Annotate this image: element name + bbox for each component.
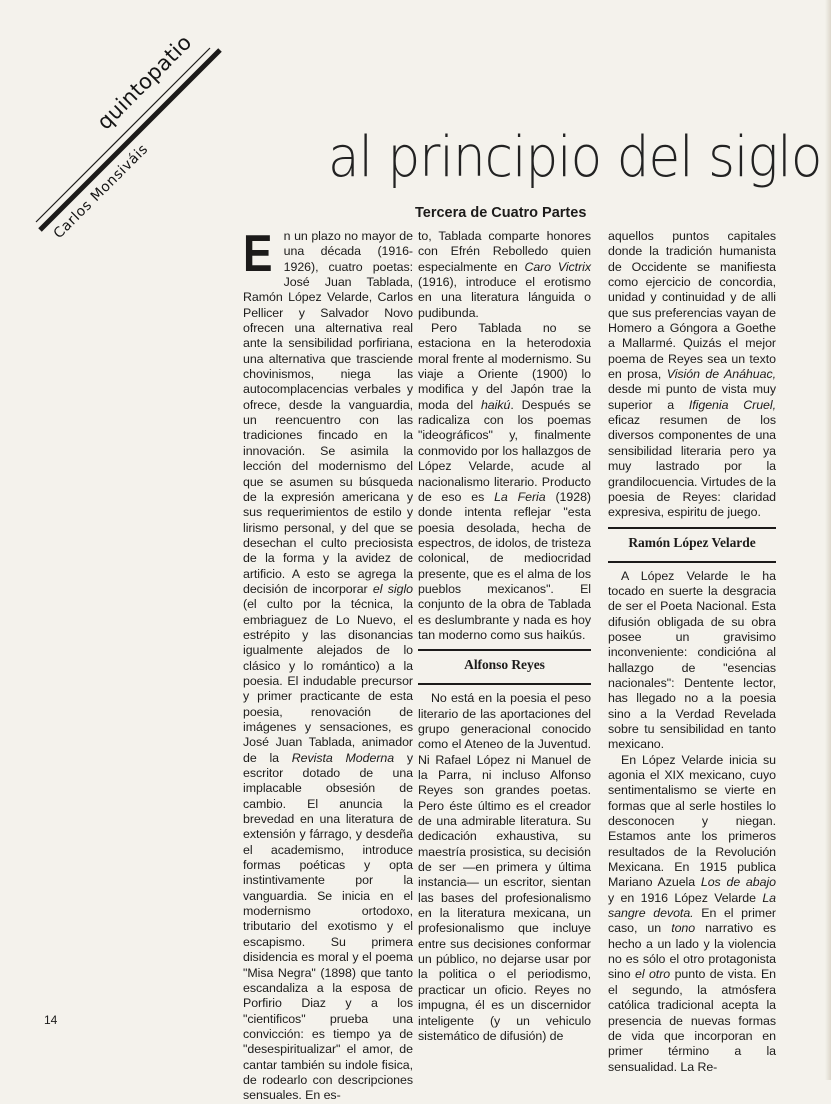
- italic-text-run: Visión de Anáhuac,: [666, 367, 776, 382]
- text-run: (1928) donde intenta reflejar "esta poesia desolada, hecha de espectros, de idolos, de tristeza colonical, de mediocridad presente, que es el alma de los pueblos mexicanos". El conjunto de la obra de Tablada es deslumbrante y nada es hoy tan moderno como sus haikús.: [418, 489, 591, 642]
- paragraph: [608, 569, 776, 753]
- page-number: 14: [44, 1013, 58, 1027]
- section-heading: Ramón López Velarde: [628, 534, 756, 550]
- text-run: aquellos puntos capitales donde la tradición humanista de Occidente se manifiesta como ejercicio de concordia, unidad y continuidad y de alli que sus preferencias vayan de Homero a Góngora a Goethe a Mallarmé. Quizás el mejor poema de Reyes sea un texto en prosa,: [608, 229, 776, 382]
- section-rule: [418, 683, 591, 685]
- diagonal-banner-rules: [0, 0, 320, 260]
- text-run: Pero Tablada no se estaciona en la heterodoxia moral frente al modernismo. Su viaje a Oriente (1900) lo modifica y del Japón trae la moda del: [418, 321, 591, 412]
- column-2: [418, 229, 591, 1044]
- text-run: punto de vista. En el segundo, la atmósfera católica tradicional acepta la presencia de nuevas formas de vida que incorporan en primer término a la sensualidad. La Re-: [608, 967, 776, 1074]
- text-run: (1916), introduce el erotismo en una literatura lánguida o pudibunda.: [418, 275, 591, 320]
- series-name: quintopatio: [92, 30, 197, 135]
- italic-text-run: haikú: [480, 397, 511, 412]
- text-run: eficaz resumen de los diversos componentes de una sensibilidad literaria pero ya muy lastrado por la grandilocuencia. Virtudes de la poesia de Reyes: claridad expresiva, espiritu de juego.: [608, 413, 776, 520]
- text-run: desde mi punto de vista muy superior a: [608, 382, 776, 412]
- italic-text-run: Caro Victrix: [524, 259, 591, 274]
- section-rule: [608, 527, 776, 529]
- italic-text-run: el otro: [634, 967, 671, 982]
- article-title: al principio del siglo: [328, 125, 822, 190]
- author-name: Carlos Monsiváis: [50, 141, 152, 242]
- italic-text-run: el siglo: [372, 581, 413, 596]
- column-1: [243, 225, 413, 1104]
- section-heading: Alfonso Reyes: [464, 657, 545, 673]
- paragraph: [418, 321, 591, 643]
- text-run: narrativo es hecho a un lado y la violencia no es sólo el otro protagonista sino: [608, 921, 776, 982]
- italic-text-run: Revista Moderna: [291, 750, 395, 765]
- italic-text-run: Ifigenia Cruel,: [688, 397, 776, 412]
- thin-diagonal-rule: [36, 48, 210, 222]
- thick-diagonal-rule: [40, 50, 220, 230]
- paragraph: [418, 691, 591, 1044]
- italic-text-run: tono: [671, 921, 696, 936]
- italic-text-run: La sangre devota.: [608, 890, 776, 921]
- paragraph: [418, 229, 591, 321]
- text-run: En López Velarde inicia su agonia el XIX mexicano, cuyo sentimentalismo se vierte en formas que al serle hostiles lo desconocen y niegan. Estamos ante los primeros resultados de la Revolución Mexicana. En 1915 publica Mariano Azuela: [608, 752, 776, 890]
- article-subtitle: Tercera de Cuatro Partes: [415, 205, 587, 221]
- text-run: No está en la poesia el peso literario de las aportaciones del grupo generacional conocido como el Ateneo de la Juventud. Ni Rafael López ni Manuel de la Parra, ni incluso Alfonso Reyes son grandes poetas. Pero éste último es el creador de una admirable literatura. Su dedicación exhaustiva, su maestría prosistica, su decisión de ser —en primera y última instancia— un escritor, sientan las bases del profesionalismo en la literatura mexicana, un profesionalismo que incluye entre sus decisiones conformar un público, no dejarse usar por la politica o el periodismo, practicar un oficio. Reyes no impugna, él es un discernidor inteligente (y un vehiculo sistemático de difusión) de: [418, 691, 591, 1043]
- text-run: n un plazo no mayor de una década (1916-1926), cuatro poetas: José Juan Tablada, Ramón López Velarde, Carlos Pellicer y Salvador Novo ofrecen una alternativa real ante la sensibilidad porfiriana, una alternativa que trasciende chovinismos, niega las autocomplacencias verbales y ofrece, desde la vanguardia, un reencuentro con las tradiciones fincado en la innovación. Se asimila la lección del modernismo del que se asumen su búsqueda de la expresión americana y sus requerimientos de estilo y lirismo personal, y del que se desechan el culto preciosista de la forma y la avidez de artificio. A esto se agrega la decisión de incorporar: [243, 229, 413, 596]
- paragraph: [608, 229, 776, 521]
- page-edge-shadow: [825, 0, 831, 1080]
- text-run: y escritor dotado de una implacable obsesión de cambio. El anuncia la brevedad en una literatura de extensión y fárrago, y desdeña el academismo, introduce formas poéticas y opta instintivamente por la vanguardia. Se inicia en el modernismo ortodoxo, tributario del exotismo y el escapismo. Su primera disidencia es moral y el poema "Misa Negra" (1898) que tanto escandaliza a la esposa de Porfirio Diaz y a los "cientificos" prueba una convicción: es tiempo ya de "desespiritualizar" el amor, de cantar también su indole fisica, de rodearlo con descripciones sensuales. En es-: [243, 750, 413, 1103]
- text-run: En el primer caso, un: [608, 906, 776, 936]
- paragraph: [243, 225, 413, 1104]
- text-run: . Después se radicaliza con los poemas "ideográficos" y, finalmente conmovido por los hallazgos de López Velarde, acude al nacionalismo literario. Producto de eso es: [418, 397, 591, 504]
- text-run: A López Velarde le ha tocado en suerte la desgracia de ser el Poeta Nacional. Esta difusión obligada de su obra posee un gravisimo inconveniente: condicióna al hallazgo de "esencias nacionales": Dentente lector, has llegado no a la poesia sino a la Verdad Revelada sobre tu sensibilidad en tanto mexicano.: [608, 568, 776, 752]
- text-run: to, Tablada comparte honores con Efrén Rebolledo quien especialmente en: [418, 229, 591, 274]
- drop-cap: E: [243, 225, 273, 283]
- text-run: (el culto por la técnica, la embriaguez de Lo Nuevo, el estrépito y las disonancias igualmente alejados de lo clásico y lo romántico) a la poesia. El indudable precursor y primer practicante de esta poesia, renovación de imágenes y sensaciones, es José Juan Tablada, animador de la: [243, 597, 413, 765]
- column-3: [608, 229, 776, 1075]
- paragraph: [608, 753, 776, 1075]
- italic-text-run: Los de abajo: [700, 875, 776, 890]
- section-rule: [608, 561, 776, 563]
- italic-text-run: La Feria: [494, 489, 546, 504]
- text-run: y en 1916 López Velarde: [608, 890, 763, 905]
- section-rule: [418, 649, 591, 651]
